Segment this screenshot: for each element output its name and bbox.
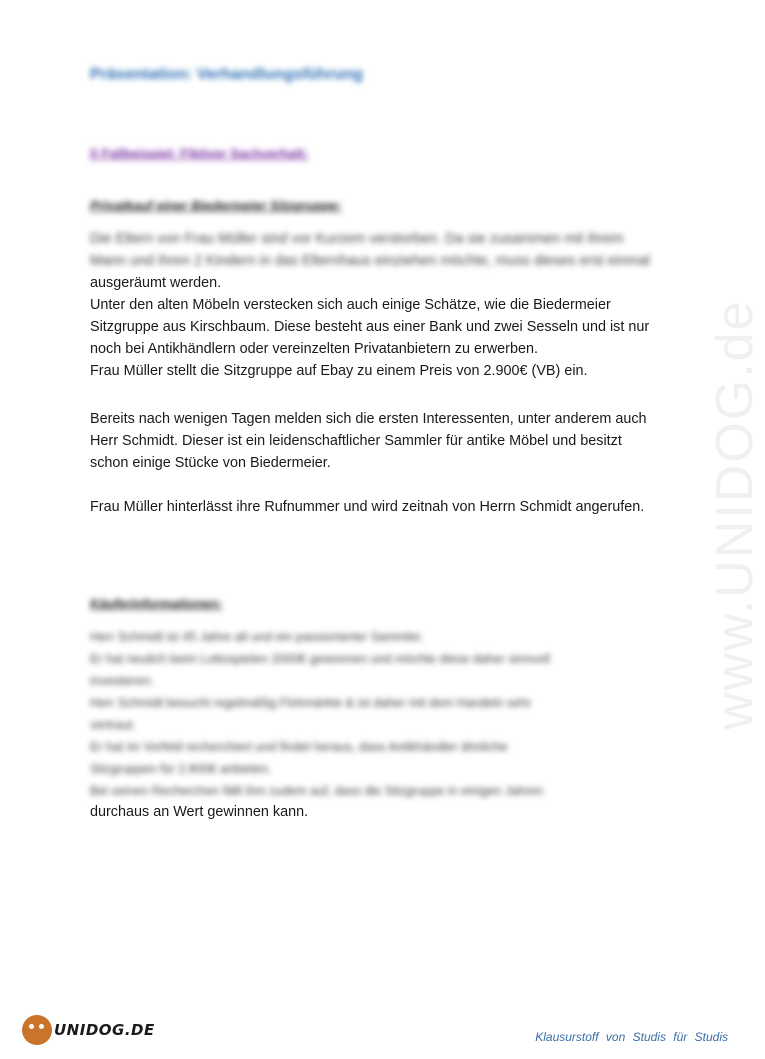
document-title: Präsentation: Verhandlungsführung bbox=[90, 66, 363, 83]
text-line: Frau Müller stellt die Sitzgruppe auf Ebay zu einem Preis von 2.900€ (VB) ein. bbox=[90, 363, 588, 379]
blurred-text-line: Bei seinen Recherchen fällt ihm zudem auf, dass die Sitzgruppe in einigen Jahren bbox=[90, 784, 544, 798]
blurred-text-line: Die Eltern von Frau Müller sind vor Kurzem verstorben. Da sie zusammen mit ihrem bbox=[90, 231, 624, 247]
watermark-text: www.UNIDOG.de bbox=[706, 299, 764, 730]
blurred-text-line: Mann und ihren 2 Kindern in das Elternhaus einziehen möchte, muss dieses erst einmal bbox=[90, 253, 650, 269]
blurred-text-line: Sitzgruppen für 2.800€ anbieten. bbox=[90, 762, 272, 776]
text-line: Herr Schmidt. Dieser ist ein leidenschaftlicher Sammler für antike Möbel und besitzt bbox=[90, 433, 622, 449]
blurred-text-line: Er hat im Vorfeld recherchiert und findet heraus, dass Antikhändler ähnliche bbox=[90, 740, 508, 754]
blurred-text-line: vertraut. bbox=[90, 718, 136, 732]
footer-slogan: Klausurstoff von Studis für Studis bbox=[535, 1030, 728, 1044]
paragraph-situation bbox=[90, 228, 710, 382]
text-line: Bereits nach wenigen Tagen melden sich die ersten Interessenten, unter anderem auch bbox=[90, 411, 647, 427]
footer-logo bbox=[22, 1012, 155, 1048]
text-line: Sitzgruppe aus Kirschbaum. Diese besteht aus einer Bank und zwei Sesseln und ist nur bbox=[90, 319, 650, 335]
text-line: durchaus an Wert gewinnen kann. bbox=[90, 804, 309, 820]
text-line: noch bei Antikhändlern oder vereinzelten Privatanbietern zu erwerben. bbox=[90, 341, 538, 357]
section-heading-private-sale: Privatkauf einer Biedermeier Sitzgruppe: bbox=[90, 198, 342, 213]
buyer-info-list bbox=[90, 626, 690, 802]
text-line: schon einige Stücke von Biedermeier. bbox=[90, 455, 331, 471]
case-heading: I) Fallbeispiel: Fiktiver Sachverhalt: bbox=[90, 146, 309, 161]
text-line: ausgeräumt werden. bbox=[90, 275, 222, 291]
blurred-text-line: Herr Schmidt besucht regelmäßig Flohmärkte & ist daher mit dem Handeln sehr bbox=[90, 696, 532, 710]
paragraph-phone-call bbox=[90, 496, 710, 518]
paragraph-interested-buyers bbox=[90, 408, 710, 474]
dog-logo-icon bbox=[22, 1015, 52, 1045]
section-heading-buyer-info: Käuferinformationen: bbox=[90, 596, 223, 611]
text-line: Unter den alten Möbeln verstecken sich auch einige Schätze, wie die Biedermeier bbox=[90, 297, 611, 313]
text-line: Frau Müller hinterlässt ihre Rufnummer und wird zeitnah von Herrn Schmidt angerufen. bbox=[90, 499, 645, 515]
blurred-text-line: Herr Schmidt ist 45 Jahre alt und ein passionierter Sammler. bbox=[90, 630, 424, 644]
blurred-text-line: Er hat neulich beim Lottospielen 2000€ gewonnen und möchte diese daher sinnvoll bbox=[90, 652, 551, 666]
logo-text: UNIDOG.DE bbox=[54, 1021, 155, 1039]
blurred-text-line: investieren. bbox=[90, 674, 154, 688]
